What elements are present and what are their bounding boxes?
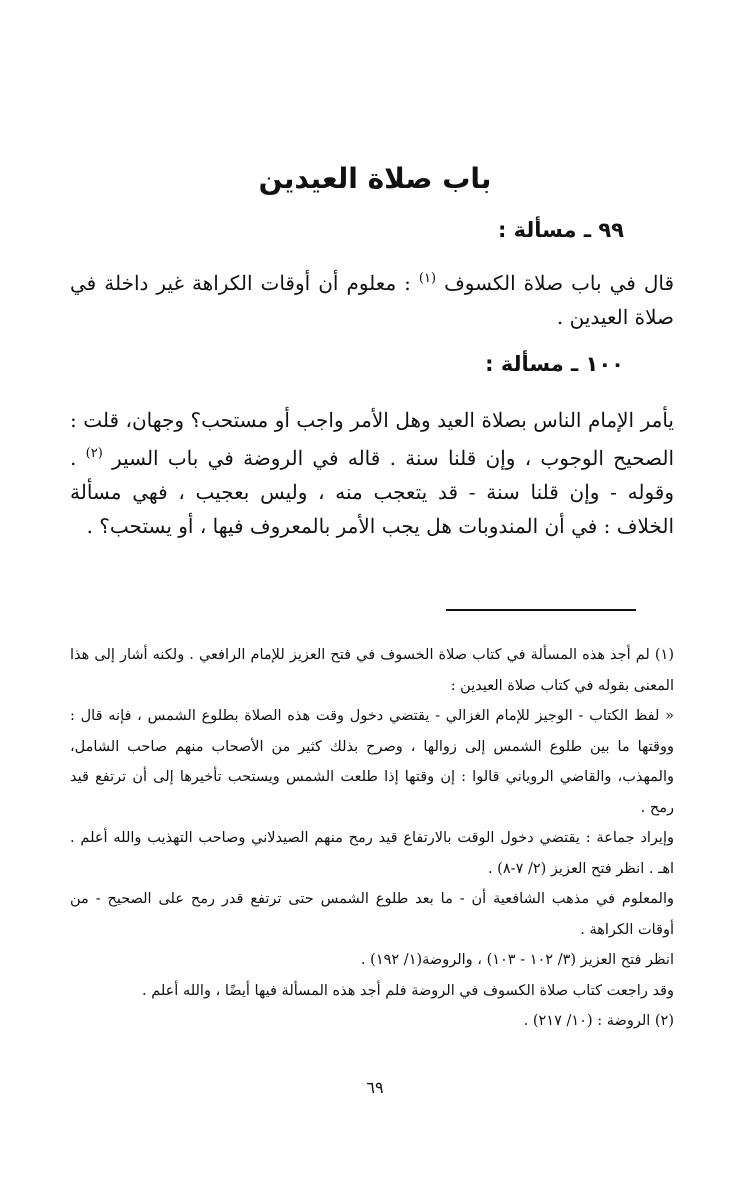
issue-100-text-cont: . وقوله - وإن قلنا سنة - قد يتعجب منه ، وليس بعجيب ، فهي مسألة الخلاف : في أن المندوبات هل يجب الأمر بالمعروف فيها ، أو يستحب؟ .	[70, 446, 674, 538]
issue-99-paragraph	[70, 262, 674, 334]
issue-100-text: يأمر الإمام الناس بصلاة العيد وهل الأمر واجب أو مستحب؟ وجهان، قلت : الصحيح الوجوب ، وإن قلنا سنة . قاله في الروضة في باب السير	[70, 408, 675, 470]
footnote-1-note: والمعلوم في مذهب الشافعية أن - ما بعد طلوع الشمس حتى ترتفع قدر رمح على الصحيح - من أوقات الكراهة .	[70, 891, 674, 938]
footnote-ref-2: (٢)	[85, 446, 103, 461]
footnote-divider	[446, 609, 636, 611]
footnote-1-closing: وقد راجعت كتاب صلاة الكسوف في الروضة فلم أجد هذه المسألة فيها أيضًا ، والله أعلم .	[141, 982, 674, 999]
issue-99-heading: ٩٩ ـ مسألة :	[497, 218, 624, 242]
chapter-title: باب صلاة العيدين	[258, 162, 492, 195]
footnote-1-quote: « لفظ الكتاب - الوجيز للإمام الغزالي - يقتضي دخول وقت هذه الصلاة بطلوع الشمس ، فإنه قال : ووقتها ما بين طلوع الشمس إلى زوالها ، وصرح بذلك كثير من الأصحاب منهم صاحب الشامل، والمهذب، والقاضي الروياني قالوا : إن وقتها إذا طلعت الشمس ويستحب تأخيرها إلى أن ترتفع قيد رمح .	[70, 708, 674, 816]
footnote-1-reference: انظر فتح العزيز (٣/ ١٠٢ - ١٠٣) ، والروضة(١/ ١٩٢) .	[360, 952, 674, 968]
issue-100-paragraph	[70, 403, 674, 543]
issue-99-text-cont: : معلوم أن أوقات الكراهة غير داخلة في صلاة العيدين .	[70, 271, 674, 329]
footnote-1-intro: (١) لم أجد هذه المسألة في كتاب صلاة الخسوف في فتح العزيز للإمام الرافعي . ولكنه أشار إلى هذا المعنى بقوله في كتاب صلاة العيدين :	[70, 647, 674, 694]
footnote-2: (٢) الروضة : (١٠/ ٢١٧) .	[523, 1013, 674, 1029]
issue-100-heading: ١٠٠ ـ مسألة :	[485, 352, 624, 376]
footnotes	[70, 640, 674, 1037]
issue-99-text: قال في باب صلاة الكسوف	[444, 271, 674, 295]
footnote-1-continuation: وإيراد جماعة : يقتضي دخول الوقت بالارتفاع قيد رمح منهم الصيدلاني وصاحب التهذيب والله أعلم . اهـ . انظر فتح العزيز (٢/ ٧-٨) .	[70, 830, 674, 877]
footnote-ref-1: (١)	[418, 271, 437, 286]
page-number: ٦٩	[366, 1078, 384, 1097]
